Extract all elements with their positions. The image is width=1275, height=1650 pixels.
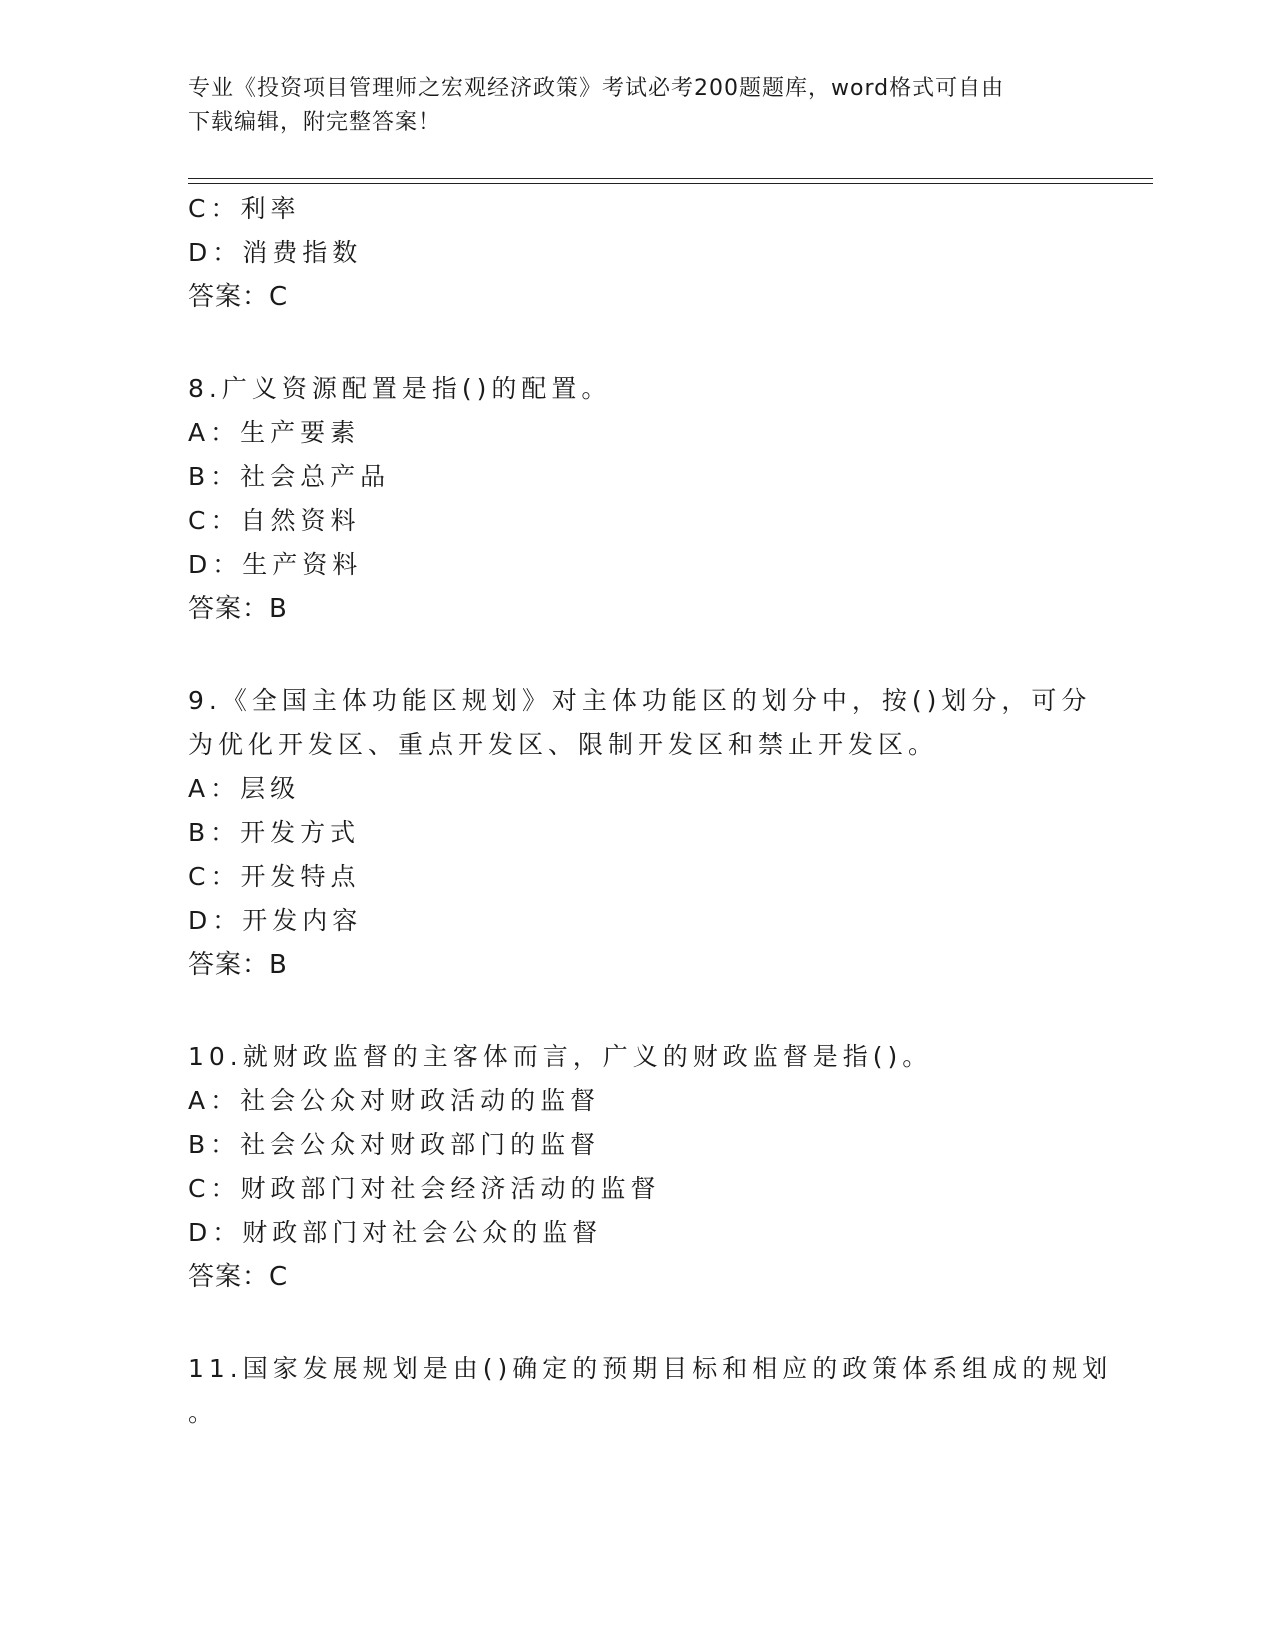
q8-option-a: A：生产要素 <box>188 418 361 447</box>
header-line-2: 下载编辑，附完整答案！ <box>188 110 442 135</box>
header-line-1: 专业《投资项目管理师之宏观经济政策》考试必考200题题库，word格式可自由 <box>188 76 1005 101</box>
q11-stem-line-2: 。 <box>188 1398 219 1427</box>
q11-stem-line-1: 11.国家发展规划是由()确定的预期目标和相应的政策体系组成的规划 <box>188 1354 1113 1383</box>
q8-stem: 8.广义资源配置是指()的配置。 <box>188 374 612 403</box>
q8-option-b: B：社会总产品 <box>188 462 391 491</box>
q8-answer: 答案：B <box>188 594 288 624</box>
q9-stem-line-1: 9.《全国主体功能区规划》对主体功能区的划分中，按()划分，可分 <box>188 686 1092 715</box>
q10-option-c: C：财政部门对社会经济活动的监督 <box>188 1174 661 1203</box>
q10-option-b: B：社会公众对财政部门的监督 <box>188 1130 601 1159</box>
q9-option-b: B：开发方式 <box>188 818 361 847</box>
q10-option-d: D：财政部门对社会公众的监督 <box>188 1218 603 1247</box>
q9-option-c: C：开发特点 <box>188 862 361 891</box>
q9-answer: 答案：B <box>188 950 288 980</box>
q7-option-c: C：利率 <box>188 194 301 223</box>
q7-answer: 答案：C <box>188 282 289 312</box>
q10-option-a: A：社会公众对财政活动的监督 <box>188 1086 601 1115</box>
q9-stem-line-2: 为优化开发区、重点开发区、限制开发区和禁止开发区。 <box>188 730 939 759</box>
q7-option-d: D：消费指数 <box>188 238 363 267</box>
q8-option-c: C：自然资料 <box>188 506 361 535</box>
document-header <box>188 72 1088 140</box>
q9-option-d: D：开发内容 <box>188 906 363 935</box>
header-divider-bottom <box>188 183 1153 184</box>
q10-stem: 10.就财政监督的主客体而言，广义的财政监督是指()。 <box>188 1042 933 1071</box>
q8-option-d: D：生产资料 <box>188 550 363 579</box>
header-divider-top <box>188 178 1153 179</box>
q9-option-a: A：层级 <box>188 774 301 803</box>
q10-answer: 答案：C <box>188 1262 289 1292</box>
